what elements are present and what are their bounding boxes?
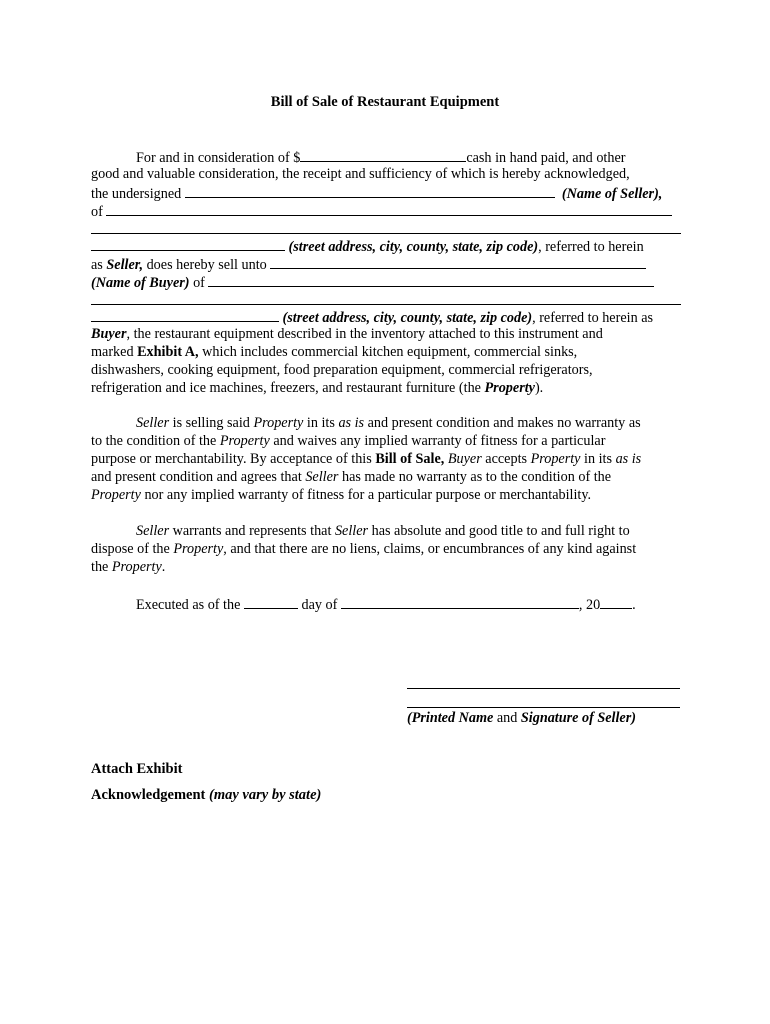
p3-line-1: Seller warrants and represents that Seller has absolute and good title to and full right to xyxy=(136,523,630,539)
year-blank[interactable] xyxy=(600,594,632,609)
buyer-address-blank-1[interactable] xyxy=(208,272,654,287)
seller-name-blank[interactable] xyxy=(185,183,555,198)
p1-line-4: of xyxy=(91,201,672,221)
p1-line-11: Buyer, the restaurant equipment described in the inventory attached to this instrument and xyxy=(91,326,603,342)
day-blank[interactable] xyxy=(244,594,298,609)
p1-line-13: dishwashers, cooking equipment, food preparation equipment, commercial refrigerators, xyxy=(91,362,593,378)
p1-line-2: good and valuable consideration, the receipt and sufficiency of which is hereby acknowledged, xyxy=(91,166,630,182)
executed-line: Executed as of the day of , 20 . xyxy=(136,594,636,614)
buyer-address-blank-2[interactable] xyxy=(91,304,681,305)
seller-address-blank-2[interactable] xyxy=(91,233,681,234)
p1-line-10: (street address, city, county, state, zip code), referred to herein as xyxy=(91,307,653,327)
p1-line-6: (street address, city, county, state, zip code), referred to herein xyxy=(91,236,644,256)
p1-line-7: as Seller, does hereby sell unto xyxy=(91,254,646,274)
p1-line-3: the undersigned (Name of Seller), xyxy=(91,183,662,203)
amount-blank[interactable] xyxy=(300,147,466,162)
p1-line-12: marked Exhibit A, which includes commercial kitchen equipment, commercial sinks, xyxy=(91,344,578,360)
p3-line-3: the Property. xyxy=(91,559,166,575)
p2-line-3: purpose or merchantability. By acceptance of this Bill of Sale, Buyer accepts Property in its as is xyxy=(91,451,642,467)
p2-line-4: and present condition and agrees that Seller has made no warranty as to the condition of the xyxy=(91,469,612,485)
month-blank[interactable] xyxy=(341,594,579,609)
p1-line-14: refrigeration and ice machines, freezers, and restaurant furniture (the Property). xyxy=(91,380,544,396)
signature-label: (Printed Name and Signature of Seller) xyxy=(407,710,636,726)
buyer-address-blank-3[interactable] xyxy=(91,307,279,322)
printed-name-line[interactable] xyxy=(407,688,680,689)
p3-line-2: dispose of the Property, and that there are no liens, claims, or encumbrances of any kind against xyxy=(91,541,637,557)
p1-line-1: For and in consideration of $ cash in hand paid, and other xyxy=(136,147,625,167)
seller-address-blank-1[interactable] xyxy=(106,201,672,216)
p1-line-8: (Name of Buyer) of xyxy=(91,272,654,292)
buyer-name-blank[interactable] xyxy=(270,254,646,269)
signature-line[interactable] xyxy=(407,707,680,708)
p2-line-2: to the condition of the Property and waives any implied warranty of fitness for a particular xyxy=(91,433,606,449)
p2-line-5: Property nor any implied warranty of fitness for a particular purpose or merchantability. xyxy=(91,487,592,503)
attach-exhibit-heading: Attach Exhibit xyxy=(91,761,183,777)
seller-address-blank-3[interactable] xyxy=(91,236,285,251)
p2-line-1: Seller is selling said Property in its as is and present condition and makes no warranty as xyxy=(136,415,641,431)
document-title: Bill of Sale of Restaurant Equipment xyxy=(270,94,500,110)
acknowledgement-heading: Acknowledgement (may vary by state) xyxy=(91,787,322,803)
